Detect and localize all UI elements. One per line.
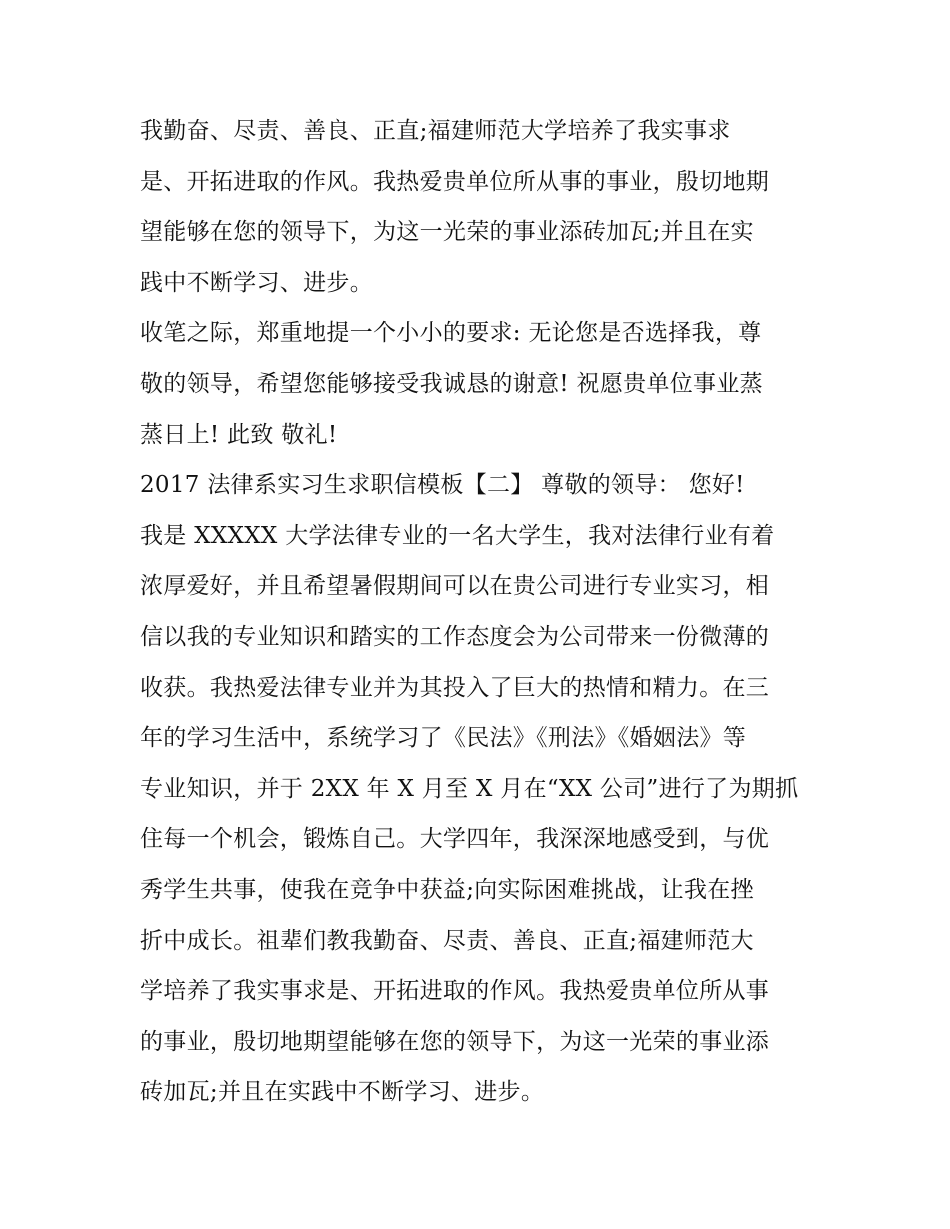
- text-line: 住每一个机会，锻炼自己。大学四年，我深深地感受到，与优: [140, 826, 770, 853]
- text-line: 砖加瓦;并且在实践中不断学习、进步。: [140, 1079, 545, 1106]
- text-line: 秀学生共事，使我在竞争中获益;向实际困难挑战，让我在挫: [140, 876, 754, 903]
- text-line: 我是 XXXXX 大学法律专业的一名大学生，我对法律行业有着: [140, 522, 775, 549]
- section-heading-line: 2017 法律系实习生求职信模板【二】 尊敬的领导： 您好!: [140, 472, 745, 499]
- text-line: 年的学习生活中，系统学习了《民法》《刑法》《婚姻法》等: [140, 725, 747, 752]
- text-line: 收获。我热爱法律专业并为其投入了巨大的热情和精力。在三: [140, 674, 770, 701]
- text-line: 我勤奋、尽责、善良、正直;福建师范大学培养了我实事求: [140, 118, 731, 144]
- text-line: 望能够在您的领导下，为这一光荣的事业添砖加瓦;并且在实: [140, 219, 754, 246]
- text-line: 专业知识，并于 2XX 年 X 月至 X 月在“XX 公司”进行了为期抓: [140, 775, 799, 802]
- text-line: 收笔之际，郑重地提一个小小的要求: 无论您是否选择我，尊: [140, 320, 762, 347]
- text-line: 践中不断学习、进步。: [140, 269, 373, 296]
- text-line: 学培养了我实事求是、开拓进取的作风。我热爱贵单位所从事: [140, 978, 770, 1005]
- text-line: 蒸日上! 此致 敬礼!: [140, 421, 338, 448]
- text-line: 折中成长。祖辈们教我勤奋、尽责、善良、正直;福建师范大: [140, 927, 754, 954]
- text-line: 的事业，殷切地期望能够在您的领导下，为这一光荣的事业添: [140, 1028, 770, 1055]
- text-line: 浓厚爱好，并且希望暑假期间可以在贵公司进行专业实习，相: [140, 573, 770, 600]
- text-line: 敬的领导，希望您能够接受我诚恳的谢意! 祝愿贵单位事业蒸: [140, 370, 763, 397]
- text-line: 是、开拓进取的作风。我热爱贵单位所从事的事业，殷切地期: [140, 168, 770, 195]
- text-line: 信以我的专业知识和踏实的工作态度会为公司带来一份微薄的: [140, 623, 770, 650]
- document-body: [140, 106, 820, 1118]
